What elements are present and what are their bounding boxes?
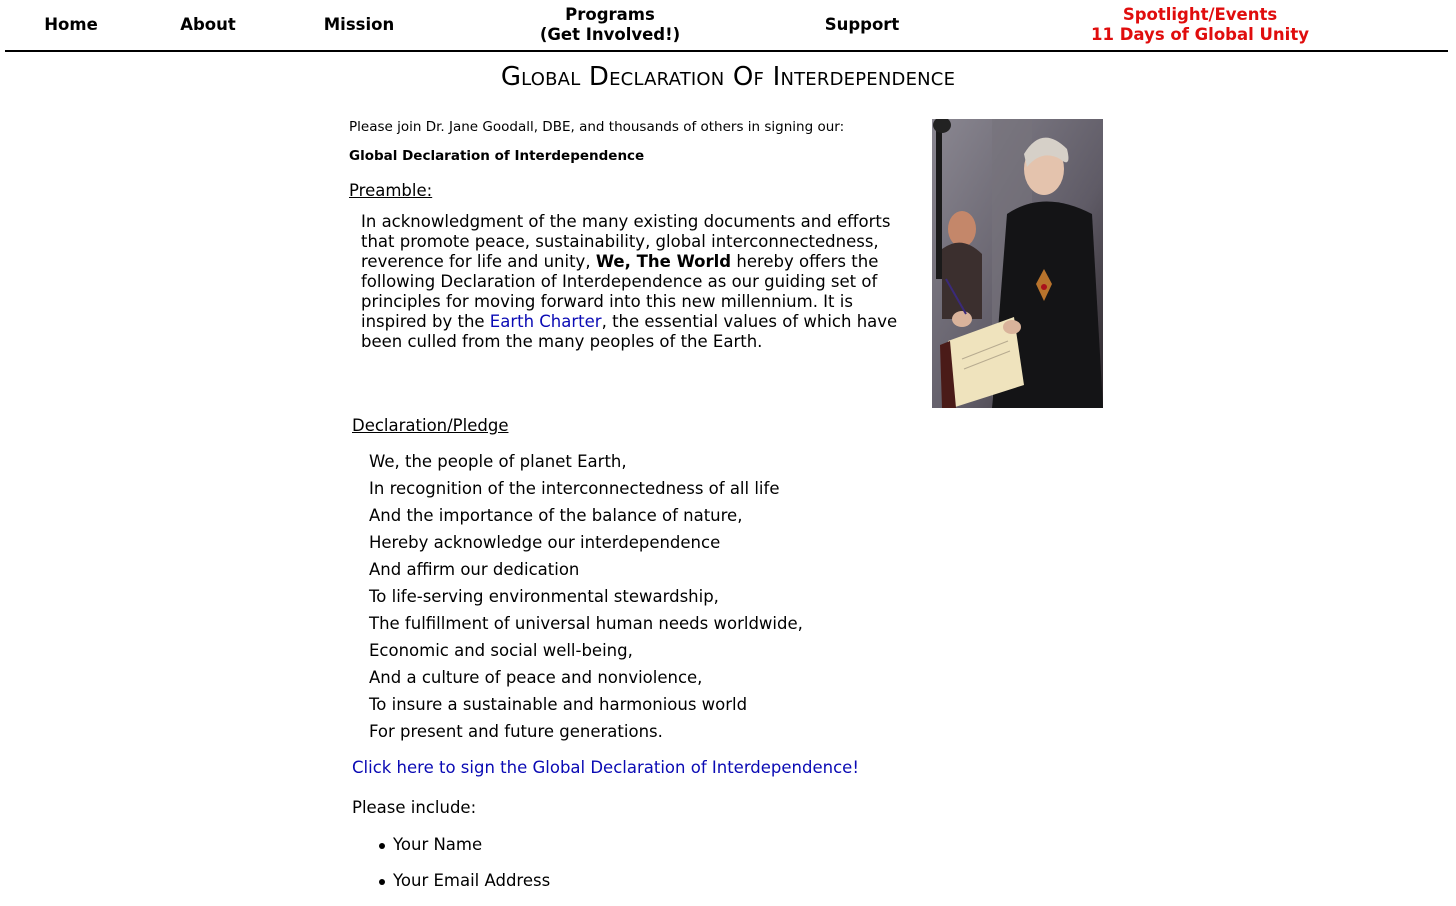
include-item-email: Your Email Address [393,870,550,906]
pledge-line: And affirm our dedication [369,560,580,579]
preamble-text-part1: In acknowledgment of the many existing documents and efforts that promote peace, sustainability, global interconnectedness, reverence for life and unity, [361,212,891,271]
nav-support[interactable] [820,0,904,50]
pledge-lines [369,451,803,748]
pledge-line: To life-serving environmental stewardship, [369,587,719,606]
top-navigation [5,0,1448,52]
nav-about-label: About [180,15,236,34]
nav-support-label: Support [824,15,900,34]
pledge-line: For present and future generations. [369,722,663,741]
nav-programs[interactable] [525,0,695,50]
pledge-line: And a culture of peace and nonviolence, [369,668,703,687]
pledge-line: We, the people of planet Earth, [369,452,627,471]
intro-declaration-name: Global Declaration of Interdependence [349,148,645,164]
nav-spotlight-label: Spotlight/Events [1122,5,1278,24]
pledge-line: To insure a sustainable and harmonious world [369,695,748,714]
preamble-heading: Preamble: [349,181,433,200]
intro-text: Please join Dr. Jane Goodall, DBE, and thousands of others in signing our: [349,119,845,135]
preamble-we-the-world: We, The World [595,252,732,271]
nav-programs-label: Programs [565,5,655,24]
earth-charter-link[interactable]: Earth Charter [489,312,602,331]
nav-home-label: Home [44,15,98,34]
page-title: Global Declaration Of Interdependence [500,62,956,92]
include-list [393,834,550,906]
include-item-name: Your Name [393,834,550,870]
nav-home[interactable] [45,0,97,50]
preamble-text-part2: hereby offers the following Declaration of Interdependence as our guiding set of principles for moving forward into this new millennium. It is inspired by the [361,252,879,331]
please-include-label: Please include: [352,798,477,817]
nav-mission-label: Mission [323,15,395,34]
pledge-line: And the importance of the balance of nature, [369,506,743,525]
nav-about[interactable] [176,0,240,50]
sign-declaration-link[interactable]: Click here to sign the Global Declaration of Interdependence! [352,758,859,777]
nav-spotlight-events[interactable] [1085,0,1315,50]
nav-spotlight-sublabel: 11 Days of Global Unity [1091,25,1309,44]
pledge-line: In recognition of the interconnectedness of all life [369,479,780,498]
pledge-line: Hereby acknowledge our interdependence [369,533,721,552]
nav-programs-sublabel: (Get Involved!) [539,25,681,44]
jane-goodall-signing-photo [932,119,1103,408]
pledge-heading: Declaration/Pledge [352,416,509,435]
pledge-line: The fulfillment of universal human needs worldwide, [369,614,803,633]
preamble-text [361,212,906,352]
preamble-text-part3: , the essential values of which have been culled from the many peoples of the Earth. [361,312,898,351]
pledge-line: Economic and social well-being, [369,641,633,660]
nav-mission[interactable] [319,0,399,50]
